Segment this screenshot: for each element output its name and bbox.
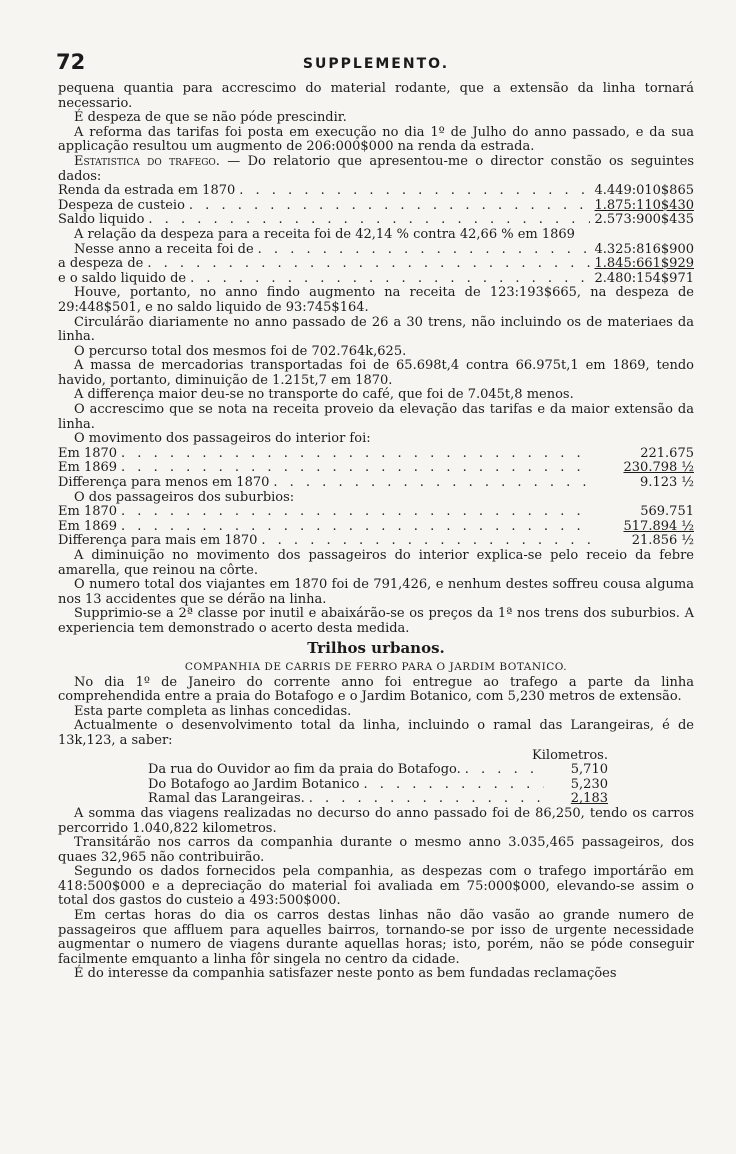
- km-header: Kilometros.: [532, 747, 608, 763]
- paragraph: Houve, portanto, no anno findo augmento na receita de 123:193$665, na despeza de 29:448$501, e no saldo liquido de 93:745$164.: [58, 285, 694, 315]
- paragraph: Segundo os dados fornecidos pela companhia, as despezas com o trafego importárão em 418:500$000 e a depreciação do material foi avaliada em 75:000$000, elevando-se assim o total dos gastos do custeio a 493:500$000.: [58, 864, 694, 909]
- paragraph: Esta parte completa as linhas concedidas.: [74, 703, 352, 719]
- section-inline-heading: Estatistica do trafego.: [74, 153, 220, 169]
- stat-row: Em 1869 . . . 230.798 ½: [58, 461, 694, 476]
- paragraph: pequena quantia para accrescimo do material rodante, que a extensão da linha tornará necessario.: [58, 81, 694, 111]
- paragraph-text: — Do relatorio que apresentou-me o director constão os seguintes dados:: [58, 153, 694, 184]
- paragraph: O numero total dos viajantes em 1870 foi de 791,426, e nenhum destes soffreu cousa alguma nos 13 accidentes que se dérão na linha.: [58, 577, 694, 607]
- document-page: [58, 50, 694, 982]
- paragraph: [58, 155, 694, 184]
- paragraph: O percurso total dos mesmos foi de 702.764k,625.: [74, 343, 407, 359]
- company-heading: COMPANHIA DE CARRIS DE FERRO PARA O JARDIM BOTANICO.: [184, 660, 568, 673]
- stat-row: Em 1870 . . . 221.675: [58, 447, 694, 462]
- km-row: Ramal das Larangeiras. . . . 2,183: [148, 792, 608, 807]
- running-head: SUPPLEMENTO.: [302, 56, 450, 72]
- paragraph: O movimento dos passageiros do interior foi:: [74, 431, 371, 447]
- stat-row: a despeza de . . . 1.845:661$929: [58, 257, 694, 272]
- stat-row: Saldo liquido . . . 2.573:900$435: [58, 213, 694, 228]
- kilometre-table: [148, 749, 608, 807]
- km-row: Da rua do Ouvidor ao fim da praia do Botafogo. . . . 5,710: [148, 763, 608, 778]
- stat-row: Nesse anno a receita foi de . . . 4.325:816$900: [58, 243, 694, 258]
- paragraph: Transitárão nos carros da companhia durante o mesmo anno 3.035,465 passageiros, dos quaes 32,965 não contribuirão.: [58, 835, 694, 865]
- paragraph: Em certas horas do dia os carros destas linhas não dão vasão ao grande numero de passageiros que affluem para aquelles bairros, tornando-se por isso de urgente necessidade augmentar o numero de viagens durante aquellas horas; isto, porém, não se póde conseguir facilmente emquanto a linha fôr singela no centro da cidade.: [58, 908, 694, 967]
- paragraph: Circulárão diariamente no anno passado de 26 a 30 trens, não incluindo os de materiaes da linha.: [58, 314, 694, 345]
- stat-row: Renda da estrada em 1870 . . . 4.449:010$865: [58, 184, 694, 199]
- stat-row: Differença para menos em 1870 . . . 9.123 ½: [58, 476, 694, 491]
- stat-row: Em 1869 . . . 517.894 ½: [58, 520, 694, 535]
- paragraph: A massa de mercadorias transportadas foi de 65.698t,4 contra 66.975t,1 em 1869, tendo havido, portanto, diminuição de 1.215t,7 em 1870.: [58, 358, 694, 388]
- paragraph: Supprimio-se a 2ª classe por inutil e abaixárão-se os preços da 1ª nos trens dos suburbios. A experiencia tem demonstrado o acerto desta medida.: [58, 606, 694, 636]
- paragraph: A reforma das tarifas foi posta em execução no dia 1º de Julho do anno passado, e da sua applicação resultou um augmento de 206:000$000 na renda da estrada.: [58, 124, 694, 155]
- paragraph: A diminuição no movimento dos passageiros do interior explica-se pelo receio da febre amarella, que reinou na côrte.: [58, 548, 694, 578]
- section-title: Trilhos urbanos.: [307, 638, 445, 657]
- paragraph: Actualmente o desenvolvimento total da linha, incluindo o ramal das Larangeiras, é de 13k,123, a saber:: [58, 718, 694, 748]
- paragraph: A relação da despeza para a receita foi de 42,14 % contra 42,66 % em 1869: [74, 226, 575, 242]
- paragraph: É do interesse da companhia satisfazer neste ponto as bem fundadas reclamações: [74, 966, 617, 982]
- paragraph: No dia 1º de Janeiro do corrente anno foi entregue ao trafego a parte da linha comprehendida entre a praia do Botafogo e o Jardim Botanico, com 5,230 metros de extensão.: [58, 674, 694, 705]
- stat-row: Differença para mais em 1870 . . . 21.856 ½: [58, 534, 694, 549]
- page-header: [58, 50, 694, 82]
- stat-row: Despeza de custeio . . . 1.875:110$430: [58, 199, 694, 214]
- page-number: 72: [56, 50, 86, 74]
- stat-row: e o saldo liquido de . . . 2.480:154$971: [58, 272, 694, 287]
- paragraph: A somma das viagens realizadas no decurso do anno passado foi de 86,250, tendo os carros percorrido 1.040,822 kilometros.: [58, 805, 694, 836]
- km-row: Do Botafogo ao Jardim Botanico . . . 5,230: [148, 778, 608, 793]
- paragraph: O accrescimo que se nota na receita proveio da elevação das tarifas e da maior extensão da linha.: [58, 402, 694, 432]
- paragraph: A differença maior deu-se no transporte do café, que foi de 7.045t,8 menos.: [74, 387, 574, 403]
- paragraph: É despeza de que se não póde prescindir.: [74, 110, 347, 126]
- stat-row: Em 1870 . . . 569.751: [58, 505, 694, 520]
- paragraph: O dos passageiros dos suburbios:: [74, 489, 295, 505]
